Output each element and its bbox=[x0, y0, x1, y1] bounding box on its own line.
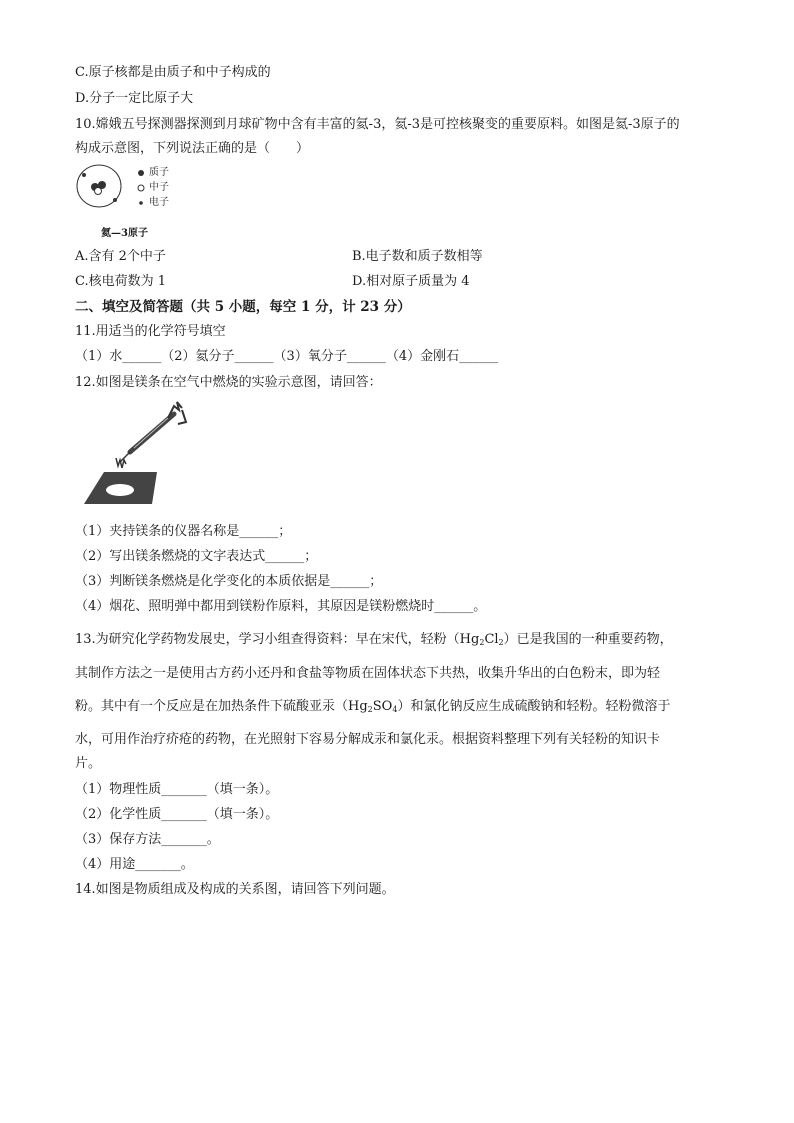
neutron-legend-icon bbox=[138, 185, 144, 191]
q13-line3: 粉。其中有一个反应是在加热条件下硫酸亚汞$(Hg_2SO_4)$和氯化钠反应生成硫酸钠和轻粉。轻粉微溶于 bbox=[75, 699, 671, 714]
atom-legend bbox=[149, 165, 169, 210]
q14-stem: 14.如图是物质组成及构成的关系图，请回答下列问题。 bbox=[75, 882, 395, 897]
q12-item-1: （1）夹持镁条的仪器名称是______； bbox=[75, 524, 292, 539]
legend-proton: 质子 bbox=[149, 167, 169, 178]
electron-legend-icon bbox=[139, 201, 143, 205]
q10-stem-line1: 10.嫦娥五号探测器探测到月球矿物中含有丰富的氦-3，氦-3是可控核聚变的重要原料。如图是氦-3原子的 bbox=[75, 117, 680, 132]
electron-particle bbox=[113, 198, 117, 202]
option-d-prev: D.分子一定比原子大 bbox=[75, 91, 194, 106]
q10-option-c: C.核电荷数为 1 bbox=[75, 274, 167, 289]
q13-line4: 水，可用作治疗疥疮的药物，在光照射下容易分解成汞和氯化汞。根据资料整理下列有关轻粉的知识卡 bbox=[75, 732, 661, 747]
q10-stem-line2: 构成示意图，下列说法正确的是（ ） bbox=[75, 141, 310, 156]
option-c-prev: C.原子核都是由质子和中子构成的 bbox=[75, 65, 271, 80]
proton-legend-icon bbox=[138, 170, 144, 176]
magnesium-burning-diagram bbox=[82, 400, 192, 508]
q13-item-4: （4）用途_______。 bbox=[75, 857, 194, 872]
q10-option-b: B.电子数和质子数相等 bbox=[352, 249, 483, 264]
electron-particle bbox=[82, 173, 86, 177]
q13-line2: 其制作方法之一是使用古方药小还丹和食盐等物质在固体状态下共热，收集升华出的白色粉末，即为轻 bbox=[75, 666, 661, 681]
q13-item-3: （3）保存方法_______。 bbox=[75, 832, 220, 847]
q13-line5: 片。 bbox=[75, 756, 102, 771]
q12-item-2: （2）写出镁条燃烧的文字表达式______； bbox=[75, 549, 318, 564]
q12-item-3: （3）判断镁条燃烧是化学变化的本质依据是______； bbox=[75, 574, 383, 589]
flame bbox=[116, 458, 126, 468]
q10-option-a: A.含有 2个中子 bbox=[75, 249, 166, 264]
atom-caption: 氦—3原子 bbox=[101, 228, 148, 239]
q11-blanks: （1）水______（2）氦分子______（3）氧分子______（4）金刚石______ bbox=[75, 349, 499, 364]
magnesium-burning-figure bbox=[82, 400, 192, 508]
legend-neutron: 中子 bbox=[149, 182, 169, 193]
q11-stem: 11.用适当的化学符号填空 bbox=[75, 324, 226, 339]
neutron-particle bbox=[95, 188, 102, 195]
q10-option-d: D.相对原子质量为 4 bbox=[352, 274, 470, 289]
q13-item-1: （1）物理性质_______（填一条）。 bbox=[75, 782, 279, 797]
tongs-highlight bbox=[134, 418, 168, 448]
q13-line1: 13.为研究化学药物发展史，学习小组查得资料：早在宋代，轻粉$(Hg_2Cl_2)$已是我国的一种重要药物， bbox=[75, 632, 673, 647]
section2-title: 二、填空及简答题（共 5 小题，每空 1 分，计 23 分） bbox=[75, 299, 411, 315]
q12-item-4: （4）烟花、照明弹中都用到镁粉作原料，其原因是镁粉燃烧时______。 bbox=[75, 599, 487, 614]
legend-electron: 电子 bbox=[149, 197, 169, 208]
net-center bbox=[106, 484, 134, 496]
q12-stem: 12.如图是镁条在空气中燃烧的实验示意图，请回答： bbox=[75, 375, 382, 390]
tongs-grip bbox=[178, 410, 186, 424]
q13-item-2: （2）化学性质_______（填一条）。 bbox=[75, 807, 279, 822]
helium3-atom-figure bbox=[75, 163, 195, 243]
